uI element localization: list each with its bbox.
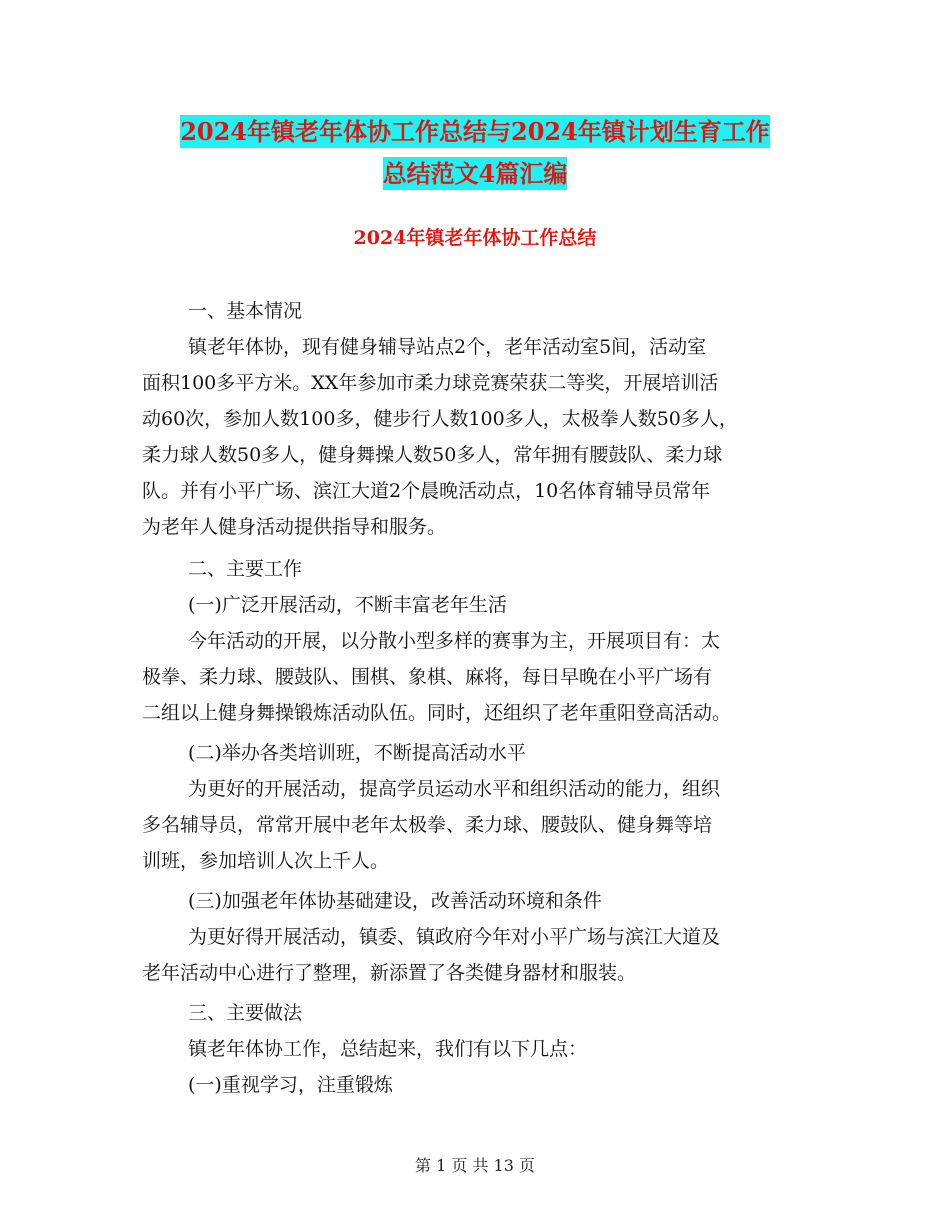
paragraph-line: 面积100多平方米。XX年参加市柔力球竞赛荣获二等奖，开展培训活	[142, 372, 719, 394]
paragraph-line: 训班，参加培训人次上千人。	[142, 850, 390, 872]
subheading-activities: (一)广泛开展活动，不断丰富老年生活	[188, 594, 507, 616]
section-title: 2024年镇老年体协工作总结	[353, 227, 597, 249]
paragraph-line: 镇老年体协工作，总结起来，我们有以下几点：	[188, 1038, 588, 1060]
paragraph-line: 队。并有小平广场、滨江大道2个晨晚活动点，10名体育辅导员常年	[142, 480, 711, 502]
paragraph-line: 柔力球人数50多人，健身舞操人数50多人，常年拥有腰鼓队、柔力球	[142, 444, 723, 466]
document-title-line-2	[0, 158, 950, 190]
subheading-infrastructure: (三)加强老年体协基础建设，改善活动环境和条件	[188, 890, 602, 912]
subheading-study: (一)重视学习，注重锻炼	[188, 1074, 393, 1096]
document-title-line-1	[0, 116, 950, 148]
paragraph-line: 镇老年体协，现有健身辅导站点2个，老年活动室5间，活动室	[188, 336, 707, 358]
subheading-training: (二)举办各类培训班，不断提高活动水平	[188, 742, 526, 764]
paragraph-line: 多名辅导员，常常开展中老年太极拳、柔力球、腰鼓队、健身舞等培	[142, 814, 713, 836]
heading-basic-situation: 一、基本情况	[188, 300, 303, 322]
paragraph-line: 为更好的开展活动，提高学员运动水平和组织活动的能力，组织	[188, 778, 721, 800]
title-highlight-2: 总结范文4篇汇编	[382, 159, 568, 188]
page-footer: 第 1 页 共 13 页	[415, 1156, 535, 1175]
paragraph-line: 极拳、柔力球、腰鼓队、围棋、象棋、麻将，每日早晚在小平广场有	[142, 666, 713, 688]
paragraph-line: 今年活动的开展，以分散小型多样的赛事为主，开展项目有：太	[188, 630, 721, 652]
paragraph-line: 为更好得开展活动，镇委、镇政府今年对小平广场与滨江大道及	[188, 926, 721, 948]
heading-main-work: 二、主要工作	[188, 558, 303, 580]
paragraph-line: 老年活动中心进行了整理，新添置了各类健身器材和服装。	[142, 962, 637, 984]
paragraph-line: 动60次，参加人数100多，健步行人数100多人，太极拳人数50多人，	[142, 408, 738, 430]
title-highlight-1: 2024年镇老年体协工作总结与2024年镇计划生育工作	[180, 117, 770, 146]
paragraph-line: 为老年人健身活动提供指导和服务。	[142, 516, 447, 538]
paragraph-line: 二组以上健身舞操锻炼活动队伍。同时，还组织了老年重阳登高活动。	[142, 702, 732, 724]
heading-main-practices: 三、主要做法	[188, 1002, 303, 1024]
